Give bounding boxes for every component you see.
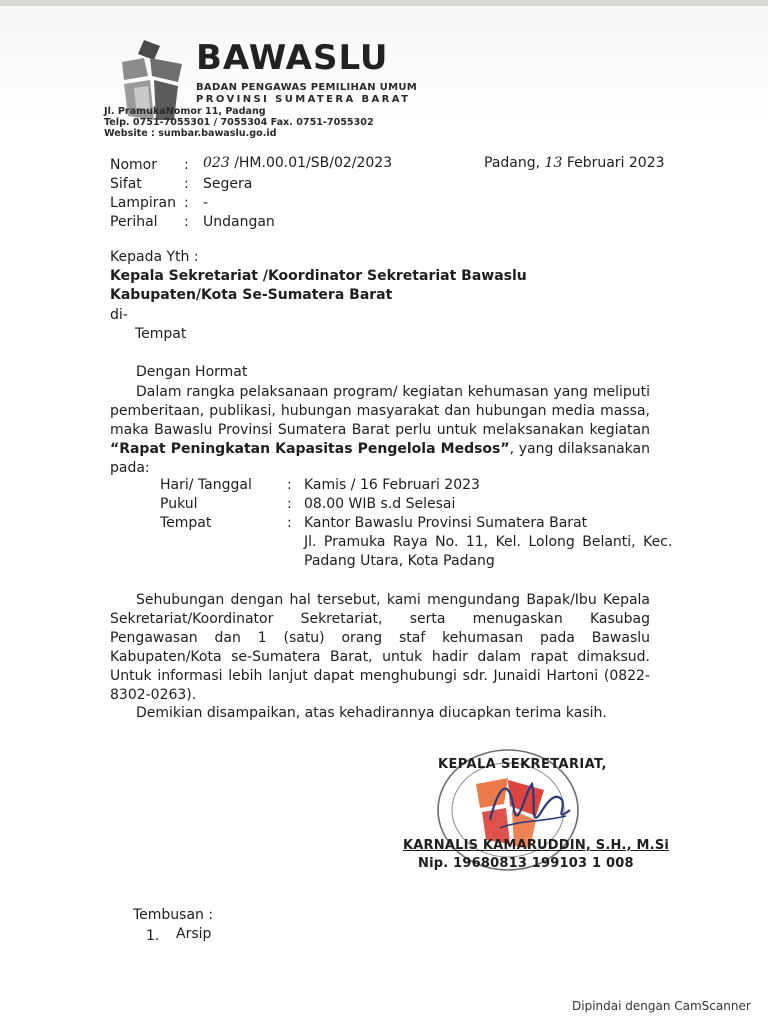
day-handwritten: 13 xyxy=(544,155,563,171)
nomor-colon: : xyxy=(184,157,189,173)
nomor-value xyxy=(203,155,392,171)
recipient-di: di- xyxy=(110,307,128,323)
month-year: Februari 2023 xyxy=(566,155,665,171)
lampiran-colon: : xyxy=(184,195,189,211)
detail-place-label: Tempat xyxy=(160,515,212,531)
perihal-value: Undangan xyxy=(203,214,275,230)
lampiran-label: Lampiran xyxy=(110,195,177,211)
detail-time-label: Pukul xyxy=(160,496,198,512)
place: Padang, xyxy=(484,155,541,171)
perihal-label: Perihal xyxy=(110,214,158,230)
nomor-handwritten: 023 xyxy=(203,155,230,171)
recipient-line-1: Kepala Sekretariat /Koordinator Sekretariat Bawaslu xyxy=(110,268,527,284)
detail-place-value-3: Padang Utara, Kota Padang xyxy=(304,553,495,569)
kepada-yth: Kepada Yth : xyxy=(110,249,199,265)
handwritten-signature-icon xyxy=(470,770,590,840)
org-subtitle-1: BADAN PENGAWAS PEMILIHAN UMUM xyxy=(196,82,418,93)
lampiran-value: - xyxy=(203,195,209,211)
signer-nip: Nip. 19680813 199103 1 008 xyxy=(418,856,634,871)
detail-time-colon: : xyxy=(287,496,292,512)
paragraph-1-end: , yang dilaksanakan pada: xyxy=(110,441,650,476)
sifat-value: Segera xyxy=(203,176,253,192)
signer-name: KARNALIS KAMARUDDIN, S.H., M.Si xyxy=(403,838,670,853)
org-address: Jl. PramukaNomor 11, Padang xyxy=(104,106,266,117)
sifat-label: Sifat xyxy=(110,176,142,192)
tembusan-label: Tembusan : xyxy=(133,907,214,923)
detail-place-value-2: Jl. Pramuka Raya No. 11, Kel. Lolong Belanti, Kec. xyxy=(304,534,673,550)
detail-place-value-1: Kantor Bawaslu Provinsi Sumatera Barat xyxy=(304,515,588,531)
event-name: “Rapat Peningkatan Kapasitas Pengelola Medsos” xyxy=(110,441,510,457)
tembusan-item: Arsip xyxy=(176,926,212,942)
org-website: Website : sumbar.bawaslu.go.id xyxy=(104,128,277,139)
place-date xyxy=(484,155,665,171)
paragraph-1-start: Dalam rangka pelaksanaan program/ kegiatan kehumasan yang meliputi pemberitaan, publikasi, hubungan masyarakat dan hubungan media massa, maka Bawaslu Provinsi Sumatera Barat perlu untuk melaksanakan kegiatan xyxy=(110,384,650,438)
nomor-label: Nomor xyxy=(110,157,157,173)
recipient-line-2: Kabupaten/Kota Se-Sumatera Barat xyxy=(110,287,393,303)
detail-day-colon: : xyxy=(287,477,292,493)
paragraph-2: Sehubungan dengan hal tersebut, kami mengundang Bapak/Ibu Kepala Sekretariat/Koordinator Sekretariat, serta menugaskan Kasubag Pengawasan dan 1 (satu) orang staf kehumasan pada Bawaslu Kabupaten/Kota se-Sumatera Barat, untuk hadir dalam rapat dimaksud. Untuk informasi lebih lanjut dapat menghubungi sdr. Junaidi Hartoni (0822-8302-0263). xyxy=(110,592,650,703)
nomor-code: /HM.00.01/SB/02/2023 xyxy=(234,155,393,171)
scan-top-edge xyxy=(0,0,768,6)
perihal-colon: : xyxy=(184,214,189,230)
paragraph-1 xyxy=(110,383,650,478)
detail-place-colon: : xyxy=(287,515,292,531)
detail-time-value: 08.00 WIB s.d Selesai xyxy=(304,496,456,512)
recipient-tempat: Tempat xyxy=(135,326,187,342)
org-subtitle-2: PROVINSI SUMATERA BARAT xyxy=(196,94,411,105)
org-phone: Telp. 0751-7055301 / 7055304 Fax. 0751-7055302 xyxy=(104,117,374,128)
sifat-colon: : xyxy=(184,176,189,192)
closing-sentence: Demikian disampaikan, atas kehadirannya diucapkan terima kasih. xyxy=(136,705,607,721)
salutation: Dengan Hormat xyxy=(136,364,248,380)
detail-day-value: Kamis / 16 Februari 2023 xyxy=(304,477,480,493)
signer-title: KEPALA SEKRETARIAT, xyxy=(438,757,607,772)
detail-day-label: Hari/ Tanggal xyxy=(160,477,252,493)
camscanner-watermark: Dipindai dengan CamScanner xyxy=(572,999,751,1013)
tembusan-item-number: 1. xyxy=(146,928,160,944)
org-name: BAWASLU xyxy=(196,38,389,78)
